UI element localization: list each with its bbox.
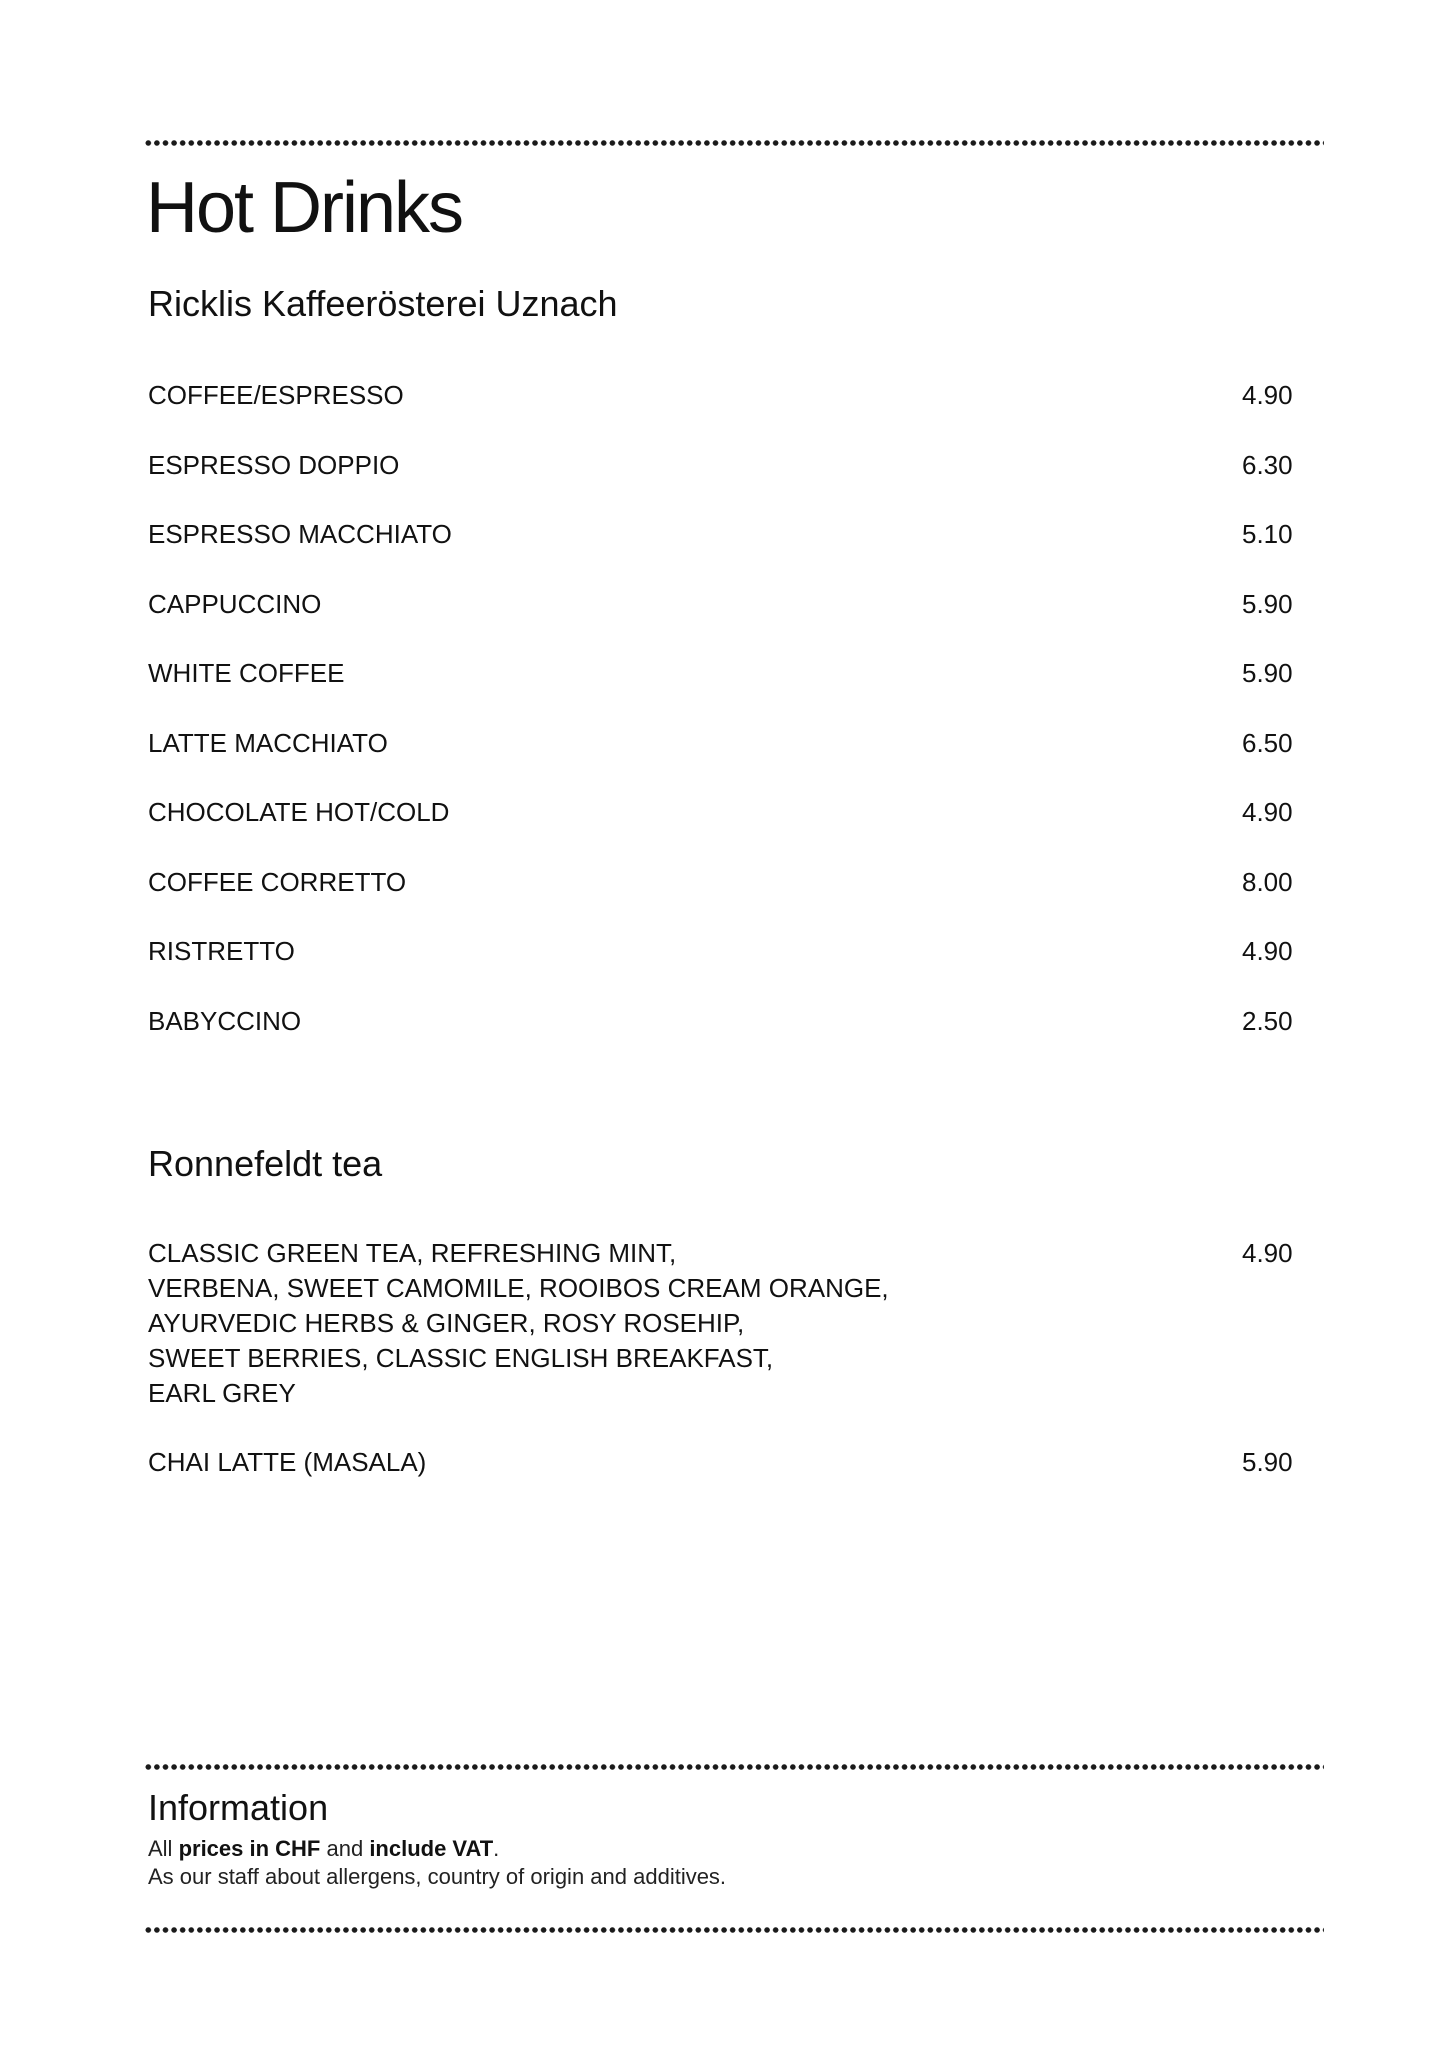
- menu-item-name: COFFEE CORRETTO: [148, 867, 407, 897]
- tea-section-heading: Ronnefeldt tea: [148, 1143, 383, 1184]
- menu-item-price: 5.90: [1242, 658, 1293, 688]
- menu-item-name: CHOCOLATE HOT/COLD: [148, 797, 450, 827]
- menu-item-name: ESPRESSO MACCHIATO: [148, 519, 452, 549]
- information-heading: Information: [148, 1787, 329, 1828]
- menu-item-price: 4.90: [1242, 380, 1293, 410]
- menu-item-price: 4.90: [1242, 1238, 1293, 1268]
- page-title: Hot Drinks: [146, 168, 463, 248]
- menu-item-name: ESPRESSO DOPPIO: [148, 450, 400, 480]
- price-note-currency: prices in CHF: [178, 1836, 321, 1861]
- menu-item-price: 8.00: [1242, 867, 1293, 897]
- price-note: [148, 1838, 499, 1860]
- price-note-vat: include VAT: [369, 1836, 494, 1861]
- menu-item-price: 4.90: [1242, 797, 1293, 827]
- menu-item-price: 5.90: [1242, 1447, 1293, 1477]
- price-note-text: .: [493, 1836, 500, 1861]
- menu-item-price: 4.90: [1242, 936, 1293, 966]
- menu-item-name: BABYCCINO: [148, 1006, 302, 1036]
- menu-item-name: CHAI LATTE (MASALA): [148, 1447, 427, 1477]
- menu-item-name: COFFEE/ESPRESSO: [148, 380, 404, 410]
- menu-item-name: CAPPUCCINO: [148, 589, 322, 619]
- menu-item-price: 5.90: [1242, 589, 1293, 619]
- menu-item-name: LATTE MACCHIATO: [148, 728, 388, 758]
- menu-item-price: 6.30: [1242, 450, 1293, 480]
- menu-item-name: RISTRETTO: [148, 936, 295, 966]
- allergen-note: As our staff about allergens, country of origin and additives.: [148, 1864, 727, 1889]
- menu-item-price: 2.50: [1242, 1006, 1293, 1036]
- price-note-text: and: [320, 1836, 370, 1861]
- price-note-text: All: [148, 1836, 179, 1861]
- info-top-divider: [144, 1764, 1324, 1770]
- bottom-divider: [144, 1927, 1324, 1933]
- menu-item-price: 5.10: [1242, 519, 1293, 549]
- coffee-section-heading: Ricklis Kaffeerösterei Uznach: [148, 283, 618, 324]
- menu-item-name: CLASSIC GREEN TEA, REFRESHING MINT, VERBENA, SWEET CAMOMILE, ROOIBOS CREAM ORANGE, AYURVEDIC HERBS & GINGER, ROSY ROSEHIP, SWEET BERRIES, CLASSIC ENGLISH BREAKFAST, EARL GREY: [148, 1238, 889, 1408]
- top-divider: [144, 140, 1324, 146]
- menu-item-price: 6.50: [1242, 728, 1293, 758]
- menu-item-name: WHITE COFFEE: [148, 658, 345, 688]
